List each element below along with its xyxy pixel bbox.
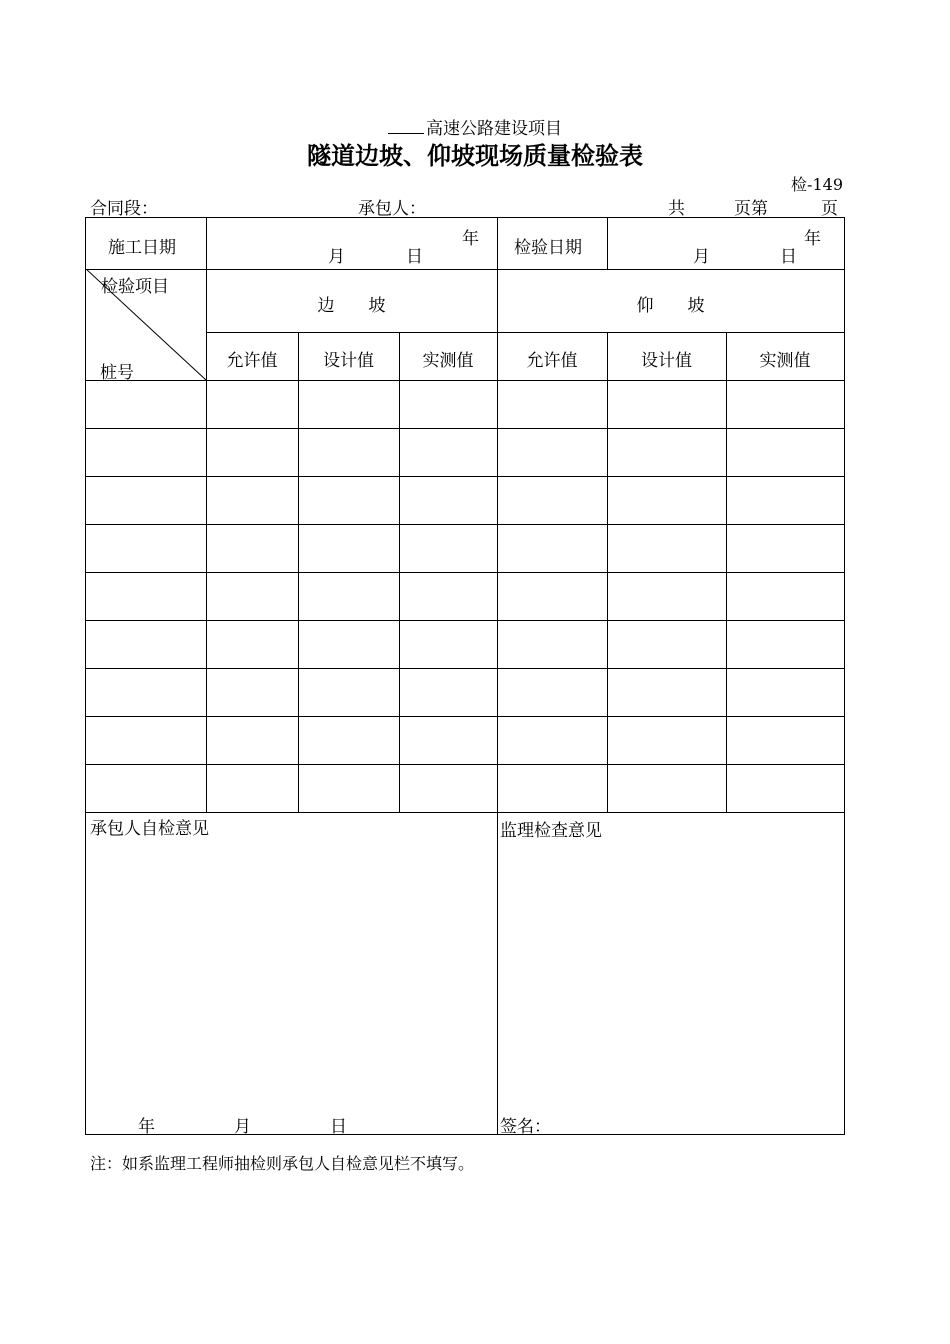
page-total-label: 共 [668,199,685,219]
construction-date-label: 施工日期 [108,238,176,258]
col-line [726,332,727,812]
inspection-date-day: 日 [780,247,797,267]
contractor-label: 承包人： [358,199,426,219]
page-end-label: 页 [821,199,838,219]
contract-section-label: 合同段： [90,199,158,219]
col-header: 允许值 [526,351,578,371]
construction-date-month: 月 [328,247,345,267]
inspection-table [85,217,845,1135]
row-line [86,476,844,477]
inspection-item-label: 检验项目 [101,277,169,297]
col-line [607,332,608,812]
col-line [399,332,400,812]
station-label: 桩号 [100,363,134,383]
construction-date-day: 日 [406,247,423,267]
side-slope-header: 边 坡 [317,296,386,316]
supervisor-opinion-label: 监理检查意见 [500,821,602,841]
form-number: 检-149 [791,175,843,194]
construction-date-year: 年 [462,229,479,249]
project-suffix: 高速公路建设项目 [426,119,562,139]
row-line [86,764,844,765]
col-header: 设计值 [641,351,692,371]
row-line [86,668,844,669]
row-line [86,812,844,813]
contractor-opinion-label: 承包人自检意见 [90,819,209,839]
col-header: 实测值 [422,351,474,371]
row-line [86,620,844,621]
project-name-blank[interactable] [388,119,424,134]
col-header: 设计值 [323,351,374,371]
form-title: 隧道边坡、仰坡现场质量检验表 [307,141,643,170]
col-line [298,332,299,812]
row-line [86,572,844,573]
inspection-date-label: 检验日期 [514,238,582,258]
inspection-date-year: 年 [804,229,821,249]
footer-note: 注：如系监理工程师抽检则承包人自检意见栏不填写。 [90,1154,475,1173]
row-line [86,716,844,717]
supervisor-sign-label: 签名： [500,1117,551,1137]
row-line [206,332,844,333]
col-header: 允许值 [226,351,278,371]
row-line [86,524,844,525]
page-number-label: 页第 [734,199,768,219]
contractor-date-month: 月 [234,1117,251,1137]
front-slope-header: 仰 坡 [636,296,705,316]
col-header: 实测值 [759,351,811,371]
col-line [607,218,608,269]
contractor-date-year: 年 [138,1117,155,1137]
inspection-date-month: 月 [693,247,710,267]
contractor-date-day: 日 [330,1117,347,1137]
row-line [86,428,844,429]
